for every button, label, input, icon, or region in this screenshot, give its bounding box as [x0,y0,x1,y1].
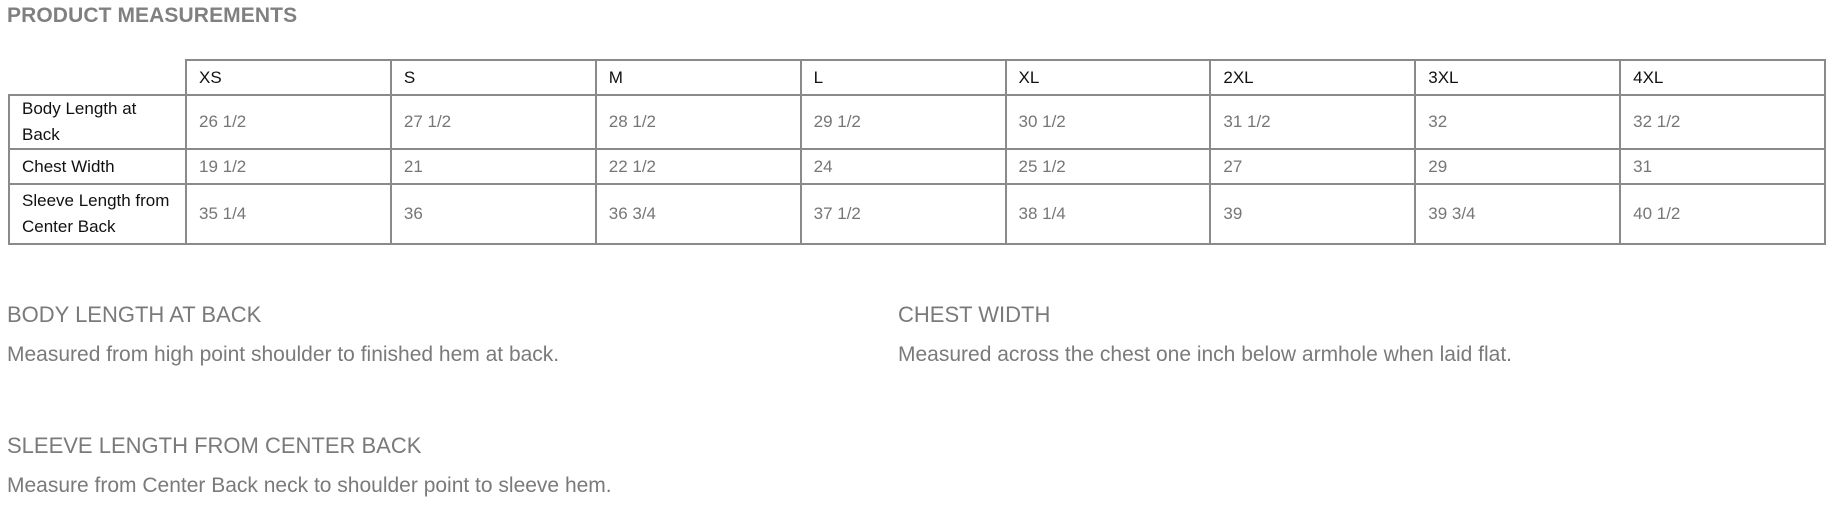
table-cell: 32 1/2 [1620,95,1825,149]
table-cell: 24 [801,149,1006,184]
table-row-chest-width [9,149,1825,184]
definition-text-chest-width: Measured across the chest one inch below armhole when laid flat. [898,343,1513,366]
size-header-4xl: 4XL [1620,60,1825,95]
definition-heading-sleeve-length: SLEEVE LENGTH FROM CENTER BACK [7,433,422,458]
table-cell: 35 1/4 [186,184,391,244]
size-header-m: M [596,60,801,95]
table-cell: 21 [391,149,596,184]
size-header-xs: XS [186,60,391,95]
table-cell: 29 1/2 [801,95,1006,149]
table-corner-cell [9,60,186,95]
row-label-sleeve-length: Sleeve Length from Center Back [9,184,186,244]
measurements-table [8,59,1826,245]
table-cell: 22 1/2 [596,149,801,184]
table-cell: 27 1/2 [391,95,596,149]
table-cell: 38 1/4 [1006,184,1211,244]
size-header-s: S [391,60,596,95]
table-cell: 31 [1620,149,1825,184]
table-cell: 36 [391,184,596,244]
table-row-sleeve-length [9,184,1825,244]
size-header-3xl: 3XL [1415,60,1620,95]
row-label-chest-width: Chest Width [9,149,186,184]
table-cell: 30 1/2 [1006,95,1211,149]
table-cell: 31 1/2 [1210,95,1415,149]
table-cell: 28 1/2 [596,95,801,149]
definition-heading-chest-width: CHEST WIDTH [898,302,1051,327]
table-row-body-length [9,95,1825,149]
table-cell: 25 1/2 [1006,149,1211,184]
size-header-xl: XL [1006,60,1211,95]
definition-text-body-length: Measured from high point shoulder to finished hem at back. [7,343,560,366]
table-cell: 39 3/4 [1415,184,1620,244]
table-cell: 27 [1210,149,1415,184]
table-cell: 19 1/2 [186,149,391,184]
size-header-row [9,60,1825,95]
size-header-l: L [801,60,1006,95]
size-header-2xl: 2XL [1210,60,1415,95]
definition-heading-body-length: BODY LENGTH AT BACK [7,302,262,327]
table-cell: 26 1/2 [186,95,391,149]
table-cell: 40 1/2 [1620,184,1825,244]
table-cell: 32 [1415,95,1620,149]
table-cell: 39 [1210,184,1415,244]
table-cell: 29 [1415,149,1620,184]
table-cell: 37 1/2 [801,184,1006,244]
page-title: PRODUCT MEASUREMENTS [7,4,298,27]
definition-text-sleeve-length: Measure from Center Back neck to shoulder point to sleeve hem. [7,474,612,497]
table-cell: 36 3/4 [596,184,801,244]
row-label-body-length: Body Length at Back [9,95,186,149]
